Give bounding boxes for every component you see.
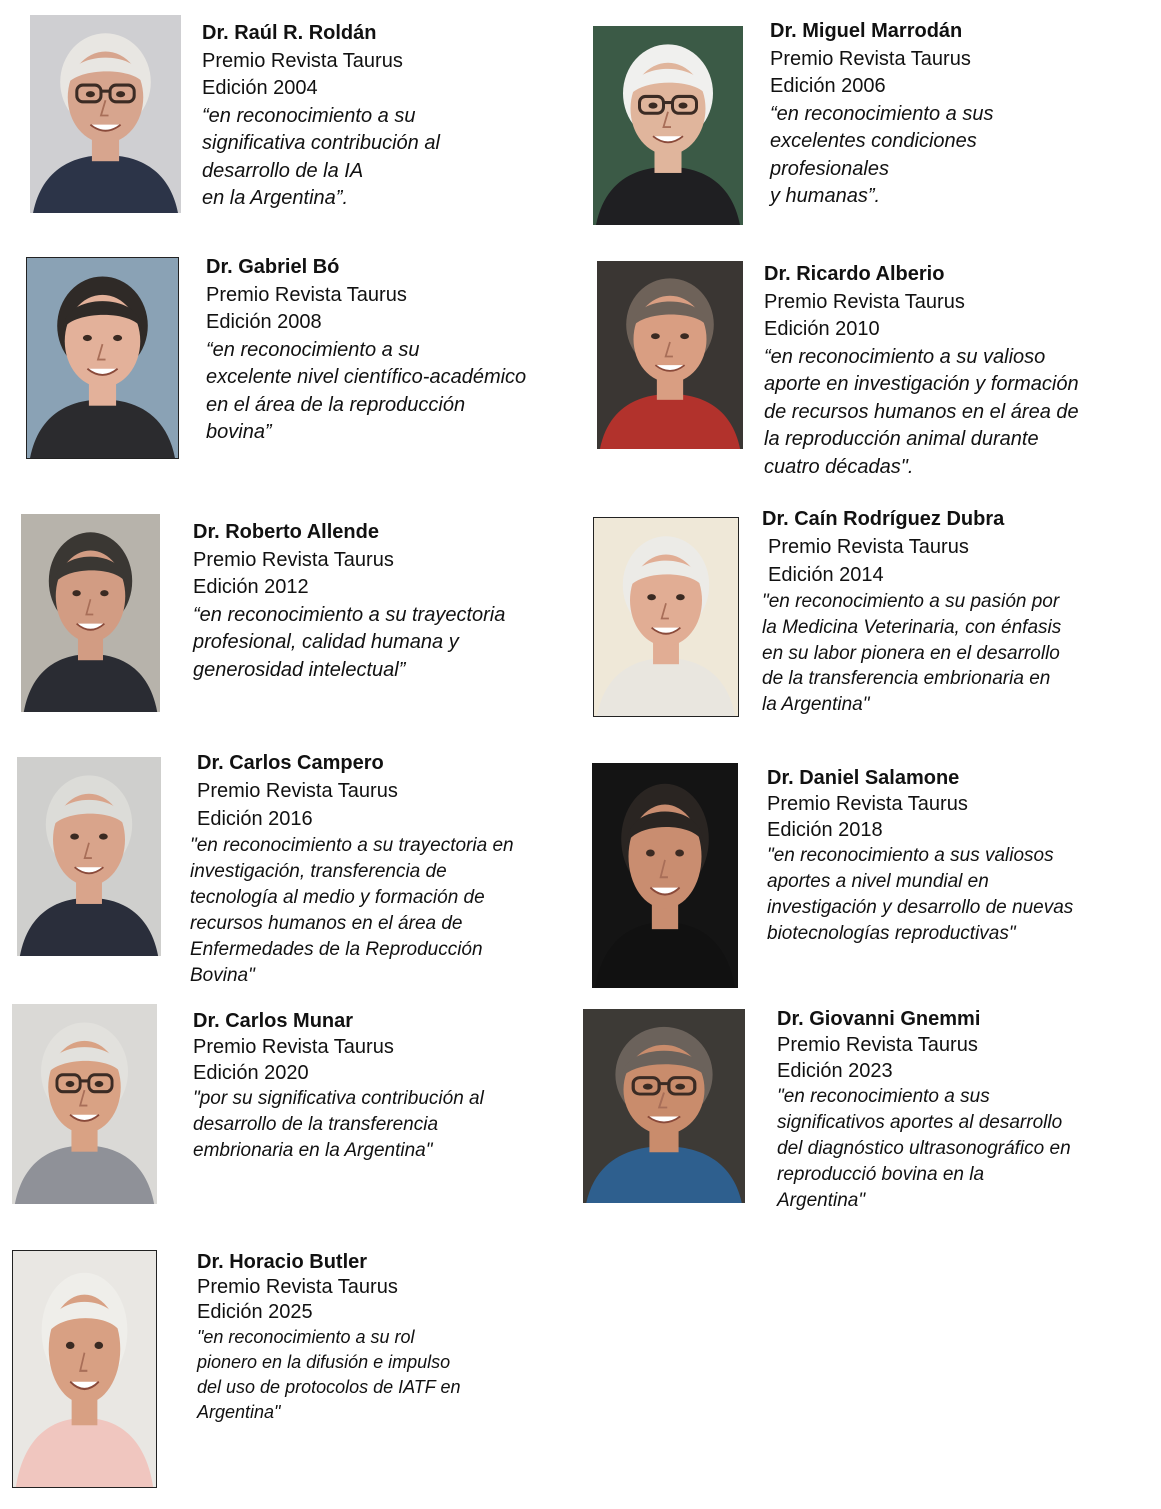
portrait-icon <box>593 26 743 225</box>
quote-line: en la Argentina”. <box>202 187 349 209</box>
edition: Edición 2020 <box>193 1062 309 1084</box>
quote-line: excelente nivel científico-académico <box>206 366 527 388</box>
quote-line: profesionales <box>770 157 889 180</box>
award-quote <box>202 103 440 213</box>
quote-line: significativa contribución al <box>202 132 440 154</box>
edition: Edición 2008 <box>206 311 322 333</box>
quote-line: “en reconocimiento a su valioso <box>764 345 1046 368</box>
photo-alberio <box>597 261 743 449</box>
awardee-name: Dr. Caín Rodríguez Dubra <box>762 508 1005 530</box>
photo-munar <box>12 1004 157 1204</box>
quote-line: la reproducción animal durante <box>764 428 1039 450</box>
edition: Edición 2025 <box>197 1301 313 1323</box>
edition: Edición 2018 <box>767 819 883 841</box>
edition: Edición 2004 <box>202 77 318 99</box>
quote-line: “en reconocimiento a sus <box>770 102 994 125</box>
quote-line: la Medicina Veterinaria, con énfasis <box>762 616 1062 638</box>
photo-gnemmi <box>583 1009 745 1203</box>
quote-line: aporte en investigación y formación <box>764 373 1079 395</box>
quote-line: "en reconocimiento a sus valiosos <box>767 845 1054 866</box>
award-quote <box>777 1084 1071 1214</box>
prize-title: Premio Revista Taurus <box>777 1034 978 1056</box>
quote-line: Argentina" <box>777 1190 866 1211</box>
prize-title: Premio Revista Taurus <box>764 290 965 313</box>
quote-line: cuatro décadas". <box>764 455 914 478</box>
prize-title: Premio Revista Taurus <box>767 793 968 815</box>
quote-line: reproducció bovina en la <box>777 1164 985 1185</box>
awardee-name: Dr. Giovanni Gnemmi <box>777 1008 981 1030</box>
quote-line: embrionaria en la Argentina" <box>193 1140 433 1161</box>
quote-line: recursos humanos en el área de <box>190 913 463 934</box>
quote-line: investigación y desarrollo de nuevas <box>767 897 1074 918</box>
quote-line: "en reconocimiento a su rol <box>197 1327 415 1347</box>
award-quote <box>762 589 1061 718</box>
prize-title: Premio Revista Taurus <box>202 49 403 72</box>
award-quote <box>193 1086 484 1164</box>
awardee-name: Dr. Gabriel Bó <box>206 256 340 278</box>
quote-line: aportes a nivel mundial en <box>767 871 989 892</box>
quote-line: biotecnologías reproductivas" <box>767 923 1016 944</box>
photo-butler <box>12 1250 157 1488</box>
quote-line: en su labor pionera en el desarrollo <box>762 642 1060 664</box>
portrait-icon <box>594 518 738 716</box>
edition: Edición 2010 <box>764 318 880 340</box>
portrait-icon <box>592 763 738 988</box>
quote-line: profesional, calidad humana y <box>193 631 459 653</box>
photo-rodriguez-dubra <box>593 517 739 717</box>
award-quote <box>190 833 514 989</box>
photo-allende <box>21 514 160 712</box>
quote-line: significativos aportes al desarrollo <box>777 1112 1063 1133</box>
photo-bo <box>26 257 179 459</box>
awardee-name: Dr. Horacio Butler <box>197 1251 368 1273</box>
quote-line: bovina” <box>206 421 272 443</box>
quote-line: en el área de la reproducción <box>206 393 466 416</box>
quote-line: Bovina" <box>190 965 255 986</box>
quote-line: y humanas”. <box>770 185 881 207</box>
prize-title: Premio Revista Taurus <box>206 283 407 306</box>
quote-line: "en reconocimiento a su pasión por <box>762 591 1060 612</box>
photo-campero <box>17 757 161 956</box>
quote-line: Argentina" <box>197 1402 281 1422</box>
quote-line: la Argentina" <box>762 694 870 716</box>
quote-line: "por su significativa contribución al <box>193 1088 484 1109</box>
portrait-icon <box>12 1004 157 1204</box>
award-quote <box>764 344 1079 482</box>
photo-salamone <box>592 763 738 988</box>
quote-line: desarrollo de la transferencia <box>193 1114 439 1135</box>
award-quote <box>206 337 526 447</box>
quote-line: pionero en la difusión e impulso <box>197 1352 451 1372</box>
prize-title: Premio Revista Taurus <box>770 47 971 70</box>
prize-title: Premio Revista Taurus <box>768 536 969 558</box>
portrait-icon <box>30 15 181 213</box>
quote-line: investigación, transferencia de <box>190 861 447 882</box>
award-quote <box>767 843 1073 947</box>
portrait-icon <box>17 757 161 956</box>
prize-title: Premio Revista Taurus <box>197 1276 398 1298</box>
prize-title: Premio Revista Taurus <box>197 780 398 802</box>
awardee-name: Dr. Carlos Munar <box>193 1010 354 1032</box>
edition: Edición 2014 <box>768 564 884 586</box>
quote-line: Enfermedades de la Reproducción <box>190 939 483 960</box>
edition: Edición 2012 <box>193 576 309 598</box>
quote-line: "en reconocimiento a sus <box>777 1086 990 1107</box>
portrait-icon <box>597 261 743 449</box>
photo-roldan <box>30 15 181 213</box>
portrait-icon <box>13 1251 156 1487</box>
awardee-name: Dr. Miguel Marrodán <box>770 20 963 42</box>
awardee-name: Dr. Roberto Allende <box>193 521 379 543</box>
quote-line: desarrollo de la IA <box>202 159 364 182</box>
awardee-name: Dr. Daniel Salamone <box>767 767 960 789</box>
portrait-icon <box>27 258 178 458</box>
edition: Edición 2006 <box>770 75 886 97</box>
edition: Edición 2023 <box>777 1060 893 1082</box>
quote-line: del diagnóstico ultrasonográfico en <box>777 1138 1071 1159</box>
award-quote <box>197 1325 461 1425</box>
photo-marrodan <box>593 26 743 225</box>
quote-line: “en reconocimiento a su trayectoria <box>193 603 506 626</box>
quote-line: tecnología al medio y formación de <box>190 887 485 908</box>
quote-line: de recursos humanos en el área de <box>764 400 1079 423</box>
awardee-name: Dr. Carlos Campero <box>197 752 384 774</box>
edition: Edición 2016 <box>197 808 313 830</box>
awardee-name: Dr. Raúl R. Roldán <box>202 22 377 44</box>
prize-title: Premio Revista Taurus <box>193 548 394 571</box>
quote-line: del uso de protocolos de IATF en <box>197 1377 461 1397</box>
prize-title: Premio Revista Taurus <box>193 1036 394 1058</box>
award-quote <box>193 602 505 685</box>
quote-line: de la transferencia embrionaria en <box>762 668 1051 690</box>
portrait-icon <box>21 514 160 712</box>
award-quote <box>770 101 993 211</box>
awardee-name: Dr. Ricardo Alberio <box>764 263 945 285</box>
quote-line: generosidad intelectual” <box>193 658 406 681</box>
portrait-icon <box>583 1009 745 1203</box>
quote-line: “en reconocimiento a su <box>202 104 416 127</box>
quote-line: “en reconocimiento a su <box>206 338 420 361</box>
quote-line: excelentes condiciones <box>770 130 977 152</box>
quote-line: "en reconocimiento a su trayectoria en <box>190 835 514 856</box>
